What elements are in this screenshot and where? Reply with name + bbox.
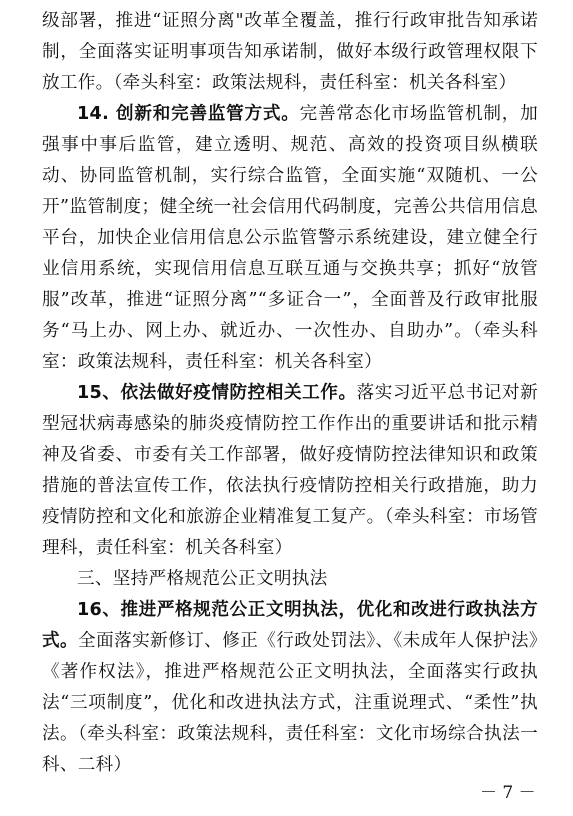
- paragraph-continuation: [42, 6, 538, 99]
- paragraph-item-14: [42, 99, 538, 378]
- item-heading: 16、推进严格规范公正文明执法，优化和改进行政执法方式。: [42, 600, 538, 651]
- paragraph-item-16: [42, 595, 538, 781]
- document-body: [42, 6, 538, 781]
- paragraph-text: 落实习近平总书记对新型冠状病毒感染的肺炎疫情防控工作作出的重要讲话和批示精神及省委、市委有关工作部署，做好疫情防控法律知识和政策措施的普法宣传工作，依法执行疫情防控相关行政措施，助力疫情防控和文化和旅游企业精准复工复产。（牵头科室：市场管理科，责任科室：机关各科室）: [42, 383, 538, 558]
- paragraph-text: 完善常态化市场监管机制，加强事中事后监管，建立透明、规范、高效的投资项目纵横联动、协同监管机制，实行综合监管，全面实施“双随机、一公开”监管制度；健全统一社会信用代码制度，完善公共信用信息平台，加快企业信用信息公示监管警示系统建设，建立健全行业信用系统，实现信用信息互联互通与交换共享；抓好“放管服”改革，推进“证照分离”“多证合一”，全面普及行政审批服务“马上办、网上办、就近办、一次性办、自助办”。（牵头科室：政策法规科，责任科室：机关各科室）: [42, 104, 538, 372]
- page-number: － 7 －: [480, 783, 536, 803]
- paragraph-text: 全面落实新修订、修正《行政处罚法》、《未成年人保护法》《著作权法》，推进严格规范公正文明执法，全面落实行政执法“三项制度”，优化和改进执法方式，注重说理式、“柔性”执法。（牵头科室：政策法规科，责任科室：文化市场综合执法一科、二科）: [42, 631, 539, 775]
- item-heading: 15、依法做好疫情防控相关工作。: [77, 383, 357, 403]
- paragraph-text: 级部署，推进“证照分离"改革全覆盖，推行行政审批告知承诺制，全面落实证明事项告知承诺制，做好本级行政管理权限下放工作。（牵头科室：政策法规科，责任科室：机关各科室）: [42, 11, 538, 93]
- section-heading: [42, 564, 538, 595]
- item-heading: 14. 创新和完善监管方式。: [77, 104, 300, 124]
- section-heading-text: 三、坚持严格规范公正文明执法: [77, 569, 328, 589]
- paragraph-item-15: [42, 378, 538, 564]
